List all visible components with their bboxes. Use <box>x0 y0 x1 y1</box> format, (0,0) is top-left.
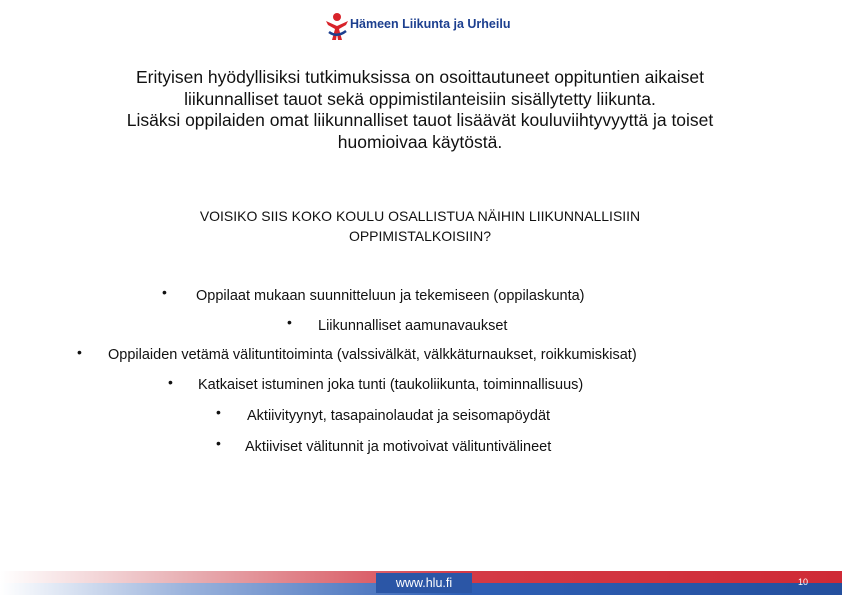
bullet-dot: • <box>168 374 173 390</box>
page-number: 10 <box>798 577 809 587</box>
logo-text: Hämeen Liikunta ja Urheilu <box>350 17 511 31</box>
bullet-dot: • <box>216 404 221 420</box>
intro-line: Lisäksi oppilaiden omat liikunnalliset tauot lisäävät kouluviihtyvyyttä ja toiset <box>126 110 714 130</box>
bullet-item: Liikunnalliset aamunavaukset <box>318 318 508 334</box>
question-heading <box>90 206 750 246</box>
bullet-item: Aktiivityynyt, tasapainolaudat ja seisomapöydät <box>247 408 551 424</box>
intro-line: liikunnalliset tauot sekä oppimistilanteisiin sisällytetty liikunta. <box>184 88 656 109</box>
intro-line: huomioivaa käytöstä. <box>337 131 503 152</box>
bullet-item: Oppilaiden vetämä välituntitoiminta (valssivälkät, välkkäturnaukset, roikkumiskisat) <box>108 347 637 363</box>
intro-line: Erityisen hyödyllisiksi tutkimuksissa on osoittautuneet oppituntien aikaiset <box>135 67 705 87</box>
bullet-dot: • <box>287 314 292 330</box>
bullet-dot: • <box>216 435 221 451</box>
bullet-dot: • <box>77 344 82 360</box>
organization-logo <box>324 12 524 42</box>
person-figure-icon <box>324 12 350 42</box>
bullet-item: Oppilaat mukaan suunnitteluun ja tekemiseen (oppilaskunta) <box>196 288 585 304</box>
question-line: VOISIKO SIIS KOKO KOULU OSALLISTUA NÄIHIN LIIKUNNALLISIIN <box>199 208 641 224</box>
footer-url-link[interactable]: www.hlu.fi <box>376 573 472 593</box>
question-line: OPPIMISTALKOISIIN? <box>348 228 492 244</box>
bullet-item: Katkaiset istuminen joka tunti (taukoliikunta, toiminnallisuus) <box>198 377 584 393</box>
bullet-item: Aktiiviset välitunnit ja motivoivat välituntivälineet <box>245 439 552 455</box>
intro-paragraph <box>40 67 800 153</box>
bullet-dot: • <box>162 284 167 300</box>
